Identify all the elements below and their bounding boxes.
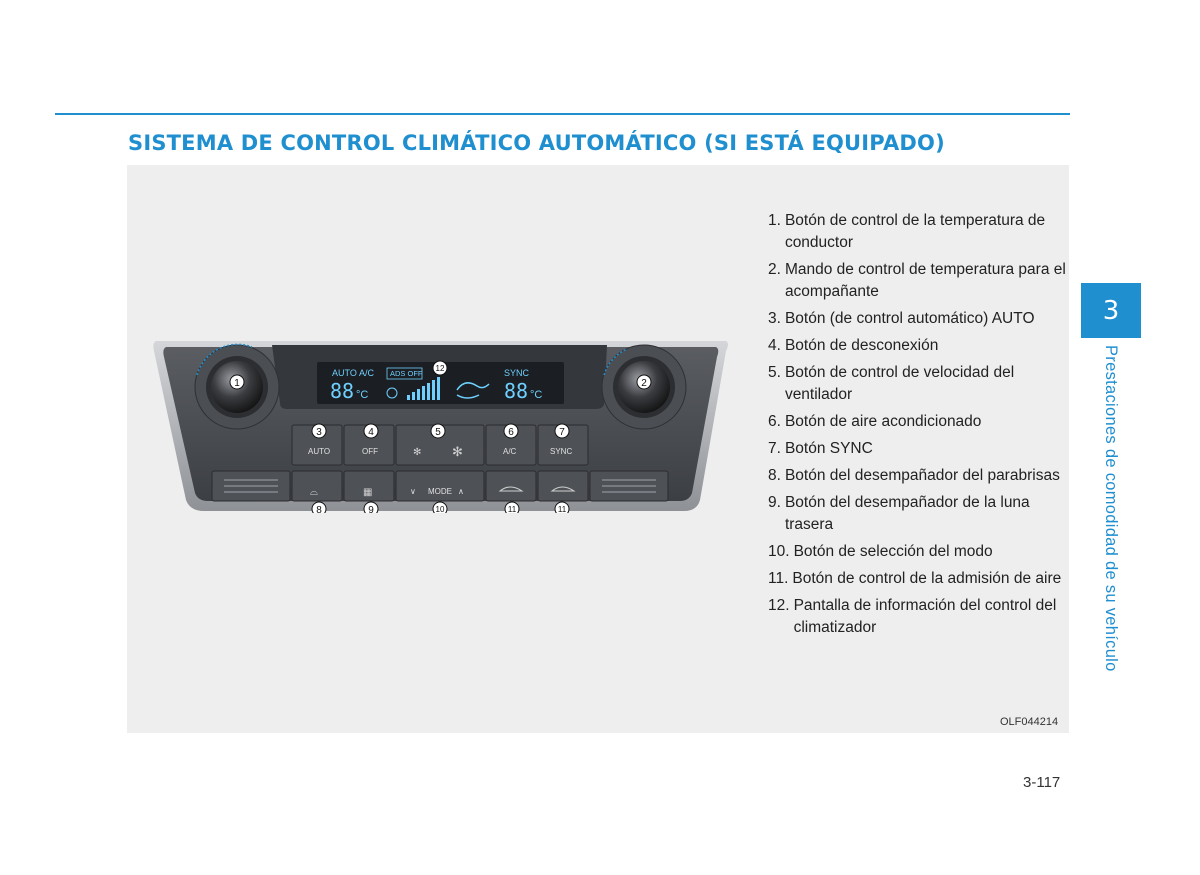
sync-button-label: SYNC (550, 447, 573, 456)
auto-button-label: AUTO (308, 447, 331, 456)
chapter-title: Prestaciones de comodidad de su vehículo (1102, 345, 1120, 672)
list-item: 12. Pantalla de información del control del climatizador (768, 597, 1057, 636)
list-item: 6. Botón de aire acondicionado (768, 413, 982, 430)
svg-text:11: 11 (507, 505, 517, 513)
rear-defrost-icon: ▦ (363, 487, 373, 498)
legend-list (768, 210, 1068, 644)
callout-7 (555, 424, 569, 438)
mode-down-icon: ∨ (410, 487, 416, 496)
callout-11b (555, 502, 569, 513)
svg-text:9: 9 (368, 505, 374, 513)
svg-text:10: 10 (435, 505, 445, 513)
callout-5 (431, 424, 445, 438)
mode-button[interactable] (396, 471, 484, 501)
recirculation-button[interactable] (538, 471, 588, 501)
display-auto-label: AUTO (332, 368, 357, 378)
off-button-label: OFF (362, 447, 378, 456)
display-left-unit: °C (356, 389, 369, 401)
chapter-tab (1081, 283, 1141, 338)
callout-2 (637, 375, 651, 389)
display-right-temp: 88 (504, 379, 529, 403)
fan-high-icon: ✻ (452, 445, 463, 460)
callout-10 (433, 502, 447, 513)
display-right-unit: °C (530, 389, 543, 401)
svg-text:1: 1 (234, 378, 240, 389)
display-sync-label: SYNC (504, 368, 530, 378)
svg-text:12: 12 (435, 364, 445, 373)
svg-text:11: 11 (557, 505, 567, 513)
svg-text:6: 6 (508, 427, 514, 438)
list-item: 3. Botón (de control automático) AUTO (768, 310, 1035, 327)
mode-button-label: MODE (428, 487, 452, 496)
callout-6 (504, 424, 518, 438)
callout-4 (364, 424, 378, 438)
callout-12 (433, 361, 447, 375)
front-defrost-icon: ⌓ (310, 487, 318, 498)
callout-1 (230, 375, 244, 389)
list-item: 7. Botón SYNC (768, 440, 873, 457)
list-item: 11. Botón de control de la admisión de aire (768, 570, 1062, 587)
callout-11a (505, 502, 519, 513)
display-left-temp: 88 (330, 379, 355, 403)
svg-text:8: 8 (316, 505, 322, 513)
chapter-number: 3 (1102, 295, 1120, 326)
page-title: SISTEMA DE CONTROL CLIMÁTICO AUTOMÁTICO (SI ESTÁ EQUIPADO) (128, 131, 945, 155)
svg-text:4: 4 (368, 427, 374, 438)
figure-code: OLF044214 (1000, 716, 1059, 728)
list-item: 1. Botón de control de la temperatura de conductor (768, 212, 1046, 251)
mode-up-icon: ∧ (458, 487, 464, 496)
list-item: 9. Botón del desempañador de la luna trasera (768, 494, 1030, 533)
svg-text:3: 3 (316, 427, 322, 438)
ac-button-label: A/C (503, 447, 517, 456)
list-item: 2. Mando de control de temperatura para el acompañante (768, 261, 1066, 300)
list-item: 4. Botón de desconexión (768, 337, 939, 354)
list-item: 8. Botón del desempañador del parabrisas (768, 467, 1060, 484)
climate-control-panel (152, 335, 730, 513)
header-rule (55, 113, 1070, 115)
callout-8 (312, 502, 326, 513)
display-ads-off: ADS OFF (390, 369, 423, 378)
list-item: 10. Botón de selección del modo (768, 543, 993, 560)
fan-low-icon: ✻ (413, 447, 422, 458)
svg-text:5: 5 (435, 427, 441, 438)
display-ac-label: A/C (359, 368, 375, 378)
page-number: 3-117 (1023, 774, 1061, 791)
callout-9 (364, 502, 378, 513)
fresh-air-button[interactable] (486, 471, 536, 501)
list-item: 5. Botón de control de velocidad del ventilador (768, 364, 1015, 403)
callout-3 (312, 424, 326, 438)
svg-text:7: 7 (559, 427, 565, 438)
svg-text:2: 2 (641, 378, 647, 389)
